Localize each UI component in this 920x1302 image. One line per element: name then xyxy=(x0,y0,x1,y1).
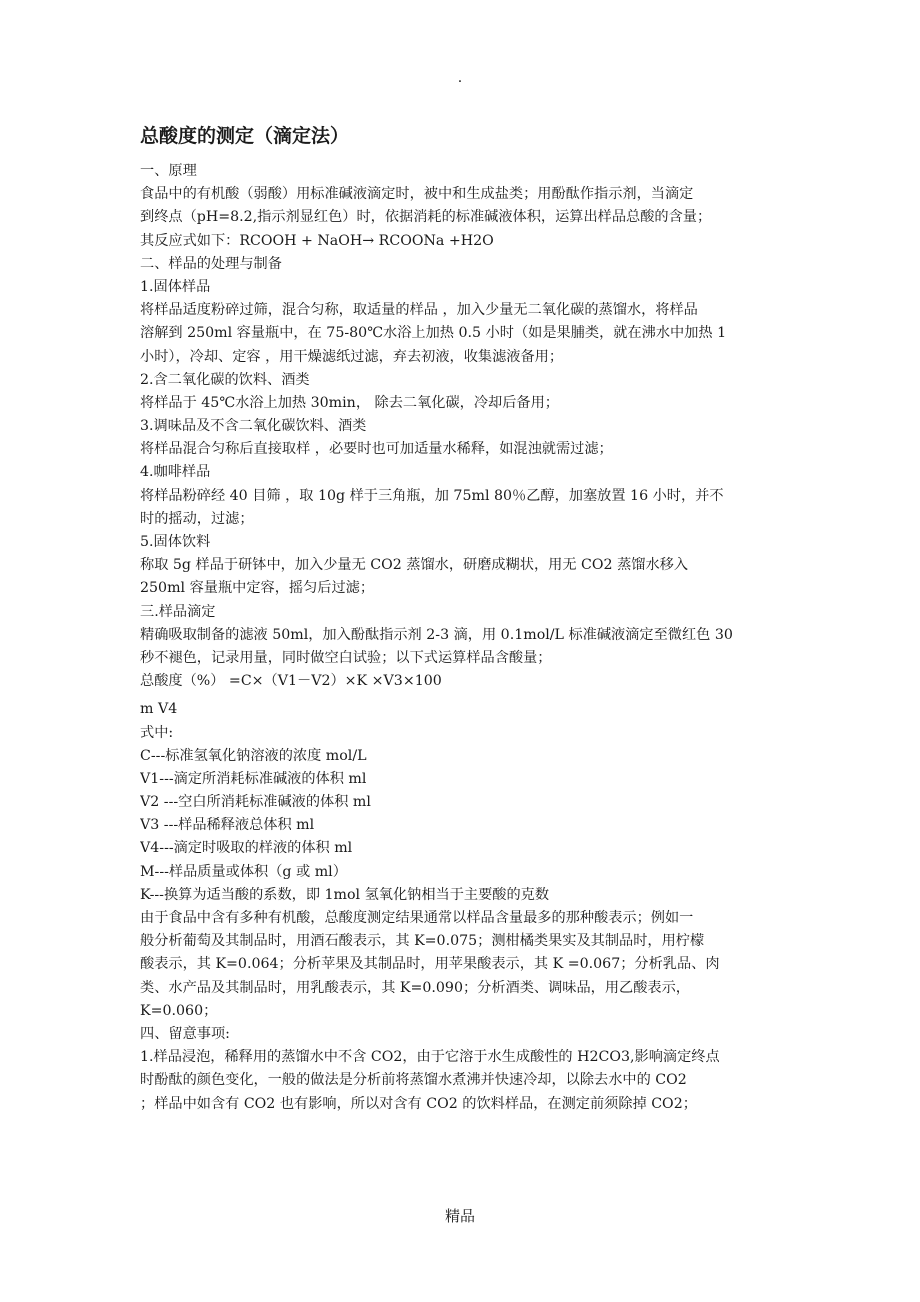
text-line: V2 ---空白所消耗标准碱液的体积 ml xyxy=(140,794,371,811)
text-line: 其反应式如下：RCOOH + NaOH→ RCOONa +H2O xyxy=(140,232,494,249)
document-body xyxy=(140,160,790,1116)
text-line: ；样品中如含有 CO2 也有影响，所以对含有 CO2 的饮料样品，在测定前须除掉 CO2； xyxy=(140,1095,697,1112)
text-line: 4.咖啡样品 xyxy=(140,464,211,481)
text-line: 三.样品滴定 xyxy=(140,603,216,620)
text-line: 将样品混合匀称后直接取样 ，必要时也可加适量水稀释，如混浊就需过滤； xyxy=(140,441,613,458)
text-line: 时酚酞的颜色变化，一般的做法是分析前将蒸馏水煮沸并快速冷却，以除去水中的 CO2 xyxy=(140,1072,687,1089)
text-line: 由于食品中含有多种有机酸，总酸度测定结果通常以样品含量最多的那种酸表示；例如一 xyxy=(140,910,694,926)
text-line: 称取 5g 样品于研钵中，加入少量无 CO2 蒸馏水，研磨成糊状，用无 CO2 蒸馏水移入 xyxy=(140,557,689,574)
text-line: 类、水产品及其制品时，用乳酸表示，其 K=0.090；分析酒类、调味品，用乙酸表示， xyxy=(140,979,690,996)
text-line: 将样品粉碎经 40 目筛 ，取 10g 样于三角瓶，加 75ml 80％乙醇，加塞放置 16 小时，并不 xyxy=(140,487,724,504)
text-line: V3 ---样品稀释液总体积 ml xyxy=(140,817,315,834)
text-line: V4---滴定时吸取的样液的体积 ml xyxy=(140,840,353,857)
text-line: 精确吸取制备的滤液 50ml，加入酚酞指示剂 2-3 滴，用 0.1mol/L 标准碱液滴定至微红色 30 xyxy=(140,626,733,643)
text-line: 1.固体样品 xyxy=(140,278,211,295)
formula-denominator: m V4 xyxy=(140,701,178,718)
text-line: 般分析葡萄及其制品时，用酒石酸表示，其 K=0.075；测柑橘类果实及其制品时，用柠檬 xyxy=(140,933,705,950)
text-line: 二、样品的处理与制备 xyxy=(140,255,282,272)
text-line: 将样品适度粉碎过筛，混合匀称，取适量的样品 ，加入少量无二氧化碳的蒸馏水，将样品 xyxy=(140,302,698,319)
text-line: 1.样品浸泡，稀释用的蒸馏水中不含 CO2，由于它溶于水生成酸性的 H2CO3,影响滴定终点 xyxy=(140,1049,720,1066)
text-line: 3.调味品及不含二氧化碳饮料、酒类 xyxy=(140,418,367,435)
text-line: K---换算为适当酸的系数，即 1mol 氢氧化钠相当于主要酸的克数 xyxy=(140,886,550,903)
formula-line: 总酸度（%） =C×（V1－V2）×K ×V3×100 xyxy=(140,673,442,690)
text-line: 到终点（pH=8.2,指示剂显红色）时，依据消耗的标准碱液体积，运算出样品总酸的含量； xyxy=(140,209,712,226)
document-title: 总酸度的测定（滴定法） xyxy=(140,125,350,147)
text-line: 一、原理 xyxy=(140,163,197,179)
text-line: M---样品质量或体积（g 或 ml） xyxy=(140,863,347,880)
text-line: 秒不褪色，记录用量，同时做空白试验；以下式运算样品含酸量； xyxy=(140,649,552,666)
text-line: 时的摇动，过滤； xyxy=(140,510,254,527)
text-line: 食品中的有机酸（弱酸）用标准碱液滴定时，被中和生成盐类；用酚酞作指示剂，当滴定 xyxy=(140,186,694,203)
page-footer: 精品 xyxy=(444,1207,475,1225)
text-line: 溶解到 250ml 容量瓶中，在 75-80℃水浴上加热 0.5 小时（如是果脯类，就在沸水中加热 1 xyxy=(140,325,727,342)
header-mark: . xyxy=(457,70,463,86)
text-line: 将样品于 45℃水浴上加热 30min， 除去二氧化碳，冷却后备用； xyxy=(140,394,559,411)
text-line: 5.固体饮料 xyxy=(140,534,211,550)
text-line: 250ml 容量瓶中定容，摇匀后过滤； xyxy=(140,580,375,597)
text-line: C---标准氢氧化钠溶液的浓度 mol/L xyxy=(140,747,367,764)
text-line: 式中: xyxy=(140,724,174,741)
text-line: 小时），冷却、定容 ，用干燥滤纸过滤，弃去初液，收集滤液备用； xyxy=(140,348,564,365)
text-line: 酸表示，其 K=0.064；分析苹果及其制品时，用苹果酸表示，其 K =0.067；分析乳品、肉 xyxy=(140,956,720,973)
text-line: 四、留意事项: xyxy=(140,1025,230,1042)
text-line: V1---滴定所消耗标准碱液的体积 ml xyxy=(140,770,367,787)
text-line: 2.含二氧化碳的饮料、酒类 xyxy=(140,371,310,388)
text-line: K=0.060； xyxy=(140,1002,218,1019)
